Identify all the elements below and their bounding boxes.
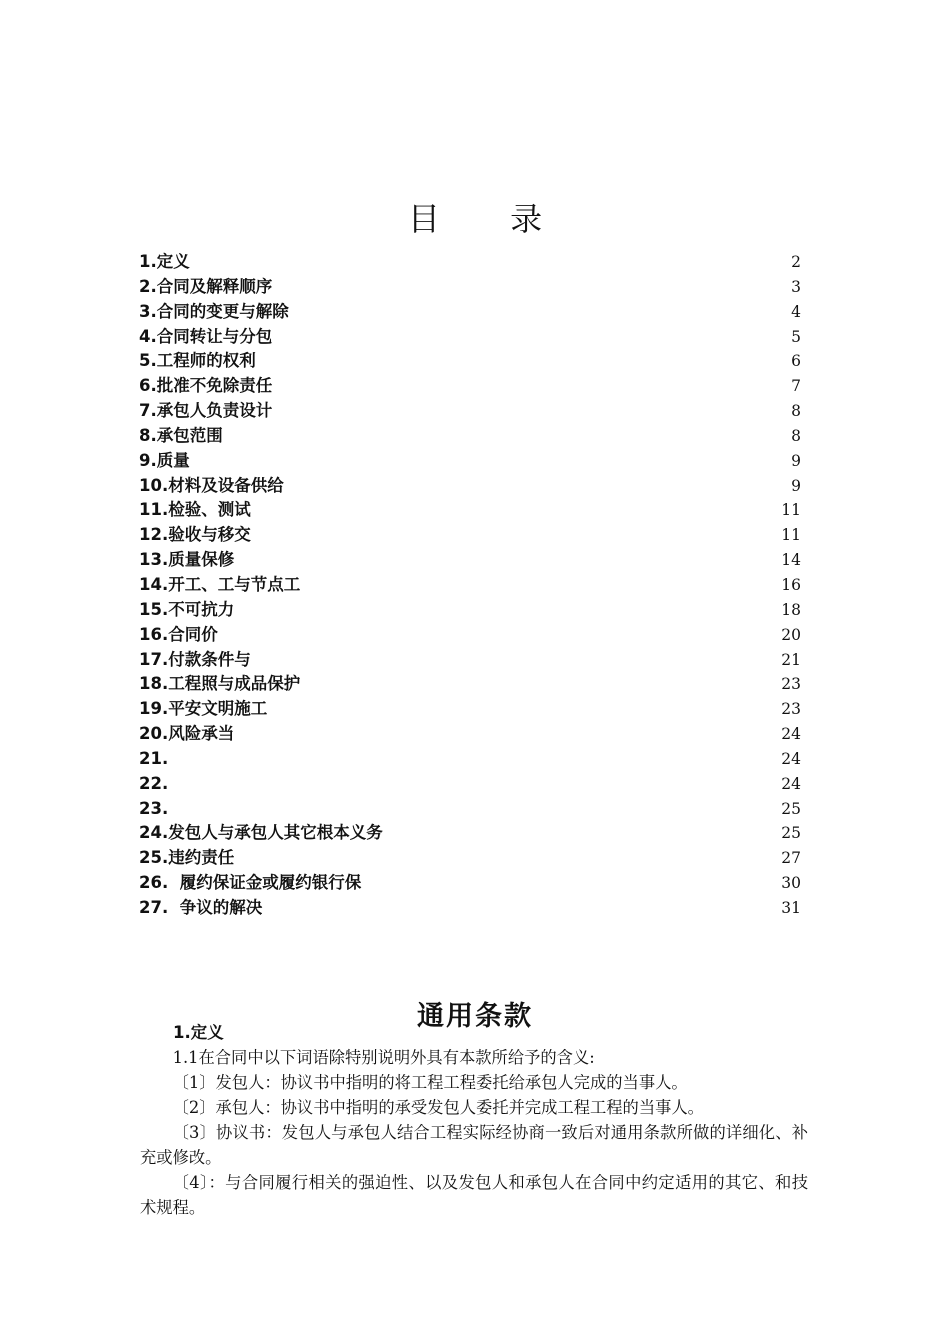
toc-entry[interactable] [139,399,801,424]
toc-entry-page: 14 [781,551,801,570]
toc-entry-page: 3 [791,277,801,296]
toc-entry-page: 23 [781,700,801,719]
toc-title: 目 录 [407,200,573,239]
toc-entry[interactable] [139,797,801,822]
toc-entry[interactable] [139,623,801,648]
toc-entry-page: 5 [791,327,801,346]
toc-entry[interactable] [139,573,801,598]
toc-entry-page: 9 [791,476,801,495]
toc-entry-label: 24.发包人与承包人其它根本义务 [139,823,383,843]
toc-entry-page: 21 [781,650,801,669]
toc-entry[interactable] [139,374,801,399]
toc-entry-label: 3.合同的变更与解除 [139,301,289,321]
toc-entry-label: 6.批准不免除责任 [139,376,273,396]
toc-entry[interactable] [139,821,801,846]
toc-entry-page: 11 [781,526,801,545]
toc-entry-page: 25 [781,799,801,818]
toc-entry-label: 19.平安文明施工 [139,699,268,719]
toc-entry-label: 15.不可抗力 [139,599,235,619]
toc-entry-label: 14.开工、工与节点工 [139,574,301,594]
toc-entry-page: 25 [781,824,801,843]
toc-entry[interactable] [139,648,801,673]
toc-entry-page: 24 [781,749,801,768]
toc-entry[interactable] [139,300,801,325]
toc-entry-page: 2 [791,253,801,271]
toc-entry-label: 17.付款条件与 [139,649,251,669]
toc-entry-page: 18 [781,600,801,619]
toc-entry[interactable] [139,598,801,623]
clause-title: 1.定义 [173,1023,224,1042]
toc-entry-label: 21. [139,748,169,768]
toc-entry[interactable] [139,349,801,374]
toc-entry-page: 23 [781,675,801,694]
paragraph: 〔2〕承包人：协议书中指明的承受发包人委托并完成工程工程的当事人。 [172,1098,704,1117]
paragraph: 〔1〕发包人：协议书中指明的将工程工程委托给承包人完成的当事人。 [172,1073,688,1092]
toc-entry-page: 24 [781,774,801,793]
toc-entry-label: 12.验收与移交 [139,525,251,545]
toc-entry[interactable] [139,548,801,573]
toc-entry-page: 8 [791,402,801,421]
toc-entry-page: 11 [781,501,801,520]
toc-entry[interactable] [139,498,801,523]
toc-entry-page: 31 [781,898,801,917]
toc-entry[interactable] [139,896,801,921]
toc-entry-label: 2.合同及解释顺序 [139,276,273,296]
toc-entry-page: 6 [791,352,801,371]
toc-entry[interactable] [139,871,801,896]
toc-entry-label: 16.合同价 [139,624,218,644]
toc-entry-page: 24 [781,725,801,744]
paragraph: 1.1在合同中以下词语除特别说明外具有本款所给予的含义: [172,1048,595,1067]
toc-entry-page: 4 [791,302,801,321]
toc-entry[interactable] [139,722,801,747]
section-heading: 通用条款 [417,1001,533,1033]
toc-entry[interactable] [139,747,801,772]
toc-entry-label: 26. 履约保证金或履约银行保 [139,873,362,893]
toc-entry[interactable] [139,697,801,722]
toc-entry[interactable] [139,250,801,275]
toc-entry-page: 8 [791,426,801,445]
toc-entry[interactable] [139,424,801,449]
toc-entry[interactable] [139,474,801,499]
toc-entry-label: 27. 争议的解决 [139,897,263,917]
table-of-contents [139,250,801,921]
paragraph: 〔3〕协议书：发包人与承包人结合工程实际经协商一致后对通用条款所做的详细化、补充或修改。 [140,1123,808,1167]
toc-entry-label: 11.检验、测试 [139,500,251,520]
toc-entry[interactable] [139,449,801,474]
toc-entry-label: 23. [139,798,169,818]
toc-entry[interactable] [139,772,801,797]
toc-entry-page: 9 [791,451,801,470]
toc-entry-page: 7 [791,377,801,396]
toc-entry-label: 5.工程师的权利 [139,351,256,371]
toc-entry-label: 18.工程照与成品保护 [139,674,301,694]
toc-entry-label: 4.合同转让与分包 [139,326,273,346]
toc-entry[interactable] [139,523,801,548]
paragraph: 〔4〕：与合同履行相关的强迫性、以及发包人和承包人在合同中约定适用的其它、和技术规程。 [140,1173,808,1217]
toc-entry-label: 22. [139,773,169,793]
toc-entry[interactable] [139,275,801,300]
toc-entry-page: 27 [781,849,801,868]
toc-entry-label: 9.质量 [139,450,190,470]
toc-entry-label: 25.违约责任 [139,848,235,868]
toc-entry-page: 30 [781,874,801,893]
toc-entry-page: 16 [781,575,801,594]
toc-entry-label: 13.质量保修 [139,550,235,570]
toc-entry[interactable] [139,846,801,871]
toc-entry-label: 1.定义 [139,252,190,271]
toc-entry-label: 10.材料及设备供给 [139,475,284,495]
toc-entry[interactable] [139,325,801,350]
section-body [140,1020,808,1220]
toc-entry-label: 7.承包人负责设计 [139,401,273,421]
toc-entry-page: 20 [781,625,801,644]
toc-entry[interactable] [139,672,801,697]
toc-entry-label: 8.承包范围 [139,425,223,445]
toc-entry-label: 20.风险承当 [139,724,235,744]
